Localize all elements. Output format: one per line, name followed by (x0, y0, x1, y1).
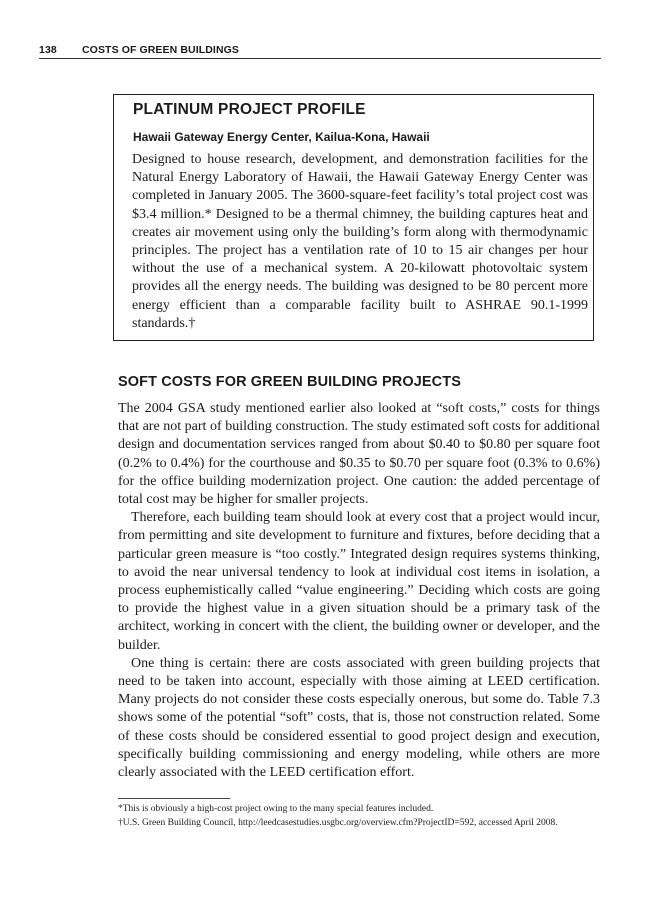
profile-box-subtitle: Hawaii Gateway Energy Center, Kailua-Kona, Hawaii (133, 130, 430, 144)
footnote-rule (118, 798, 230, 799)
paragraph: One thing is certain: there are costs associated with green building projects that need to be taken into account, especially with those aiming at LEED certification. Many projects do not consider these costs especially onerous, but some do. Table 7.3 shows some of the potential “soft” costs, that is, those not construction related. Some of these costs should be considered essential to good project design and execution, specifically building commissioning and energy modeling, while others are more clearly associated with the LEED certification effort. (118, 655, 600, 781)
paragraph: Therefore, each building team should look at every cost that a project would incur, from permitting and site development to furniture and fixtures, before deciding that a particular green measure is “too costly.” Integrated design requires systems thinking, to avoid the near universal tendency to look at individual cost items in isolation, a process euphemistically called “value engineering.” Deciding which costs are going to provide the highest value in a given situation should be a primary task of the architect, working in concert with the client, the building owner or developer, and the builder. (118, 510, 600, 653)
page-number: 138 (39, 44, 57, 56)
running-head (39, 44, 601, 58)
footnotes (118, 803, 618, 830)
paragraph: The 2004 GSA study mentioned earlier also looked at “soft costs,” costs for things that are not part of building construction. The study estimated soft costs for additional design and documentation services ranged from about $0.40 to $0.80 per square foot (0.2% to 0.4%) for the courthouse and $0.35 to $0.70 per square foot (0.3% to 0.6%) for the office building modernization project. One caution: the added percentage of total cost may be higher for smaller projects. (118, 401, 600, 508)
profile-box-body: Designed to house research, development, and demonstration facilities for the Natural Energy Laboratory of Hawaii, the Hawaii Gateway Energy Center was completed in January 2005. The 3600-square-feet facility’s total project cost was $3.4 million.* Designed to be a thermal chimney, the building captures heat and creates air movement using only the building’s form along with thermodynamic principles. The project has a ventilation rate of 10 to 15 air changes per hour without the use of a mechanical system. A 20-kilowatt photovoltaic system provides all the energy needs. The building was designed to be 80 percent more energy efficient than a comparable facility built to ASHRAE 90.1-1999 standards.† (132, 152, 588, 331)
project-profile-box (113, 94, 594, 341)
footnote: *This is obviously a high-cost project owing to the many special features included. (118, 804, 434, 814)
header-rule (39, 58, 601, 59)
body-text (118, 400, 600, 782)
section-heading: SOFT COSTS FOR GREEN BUILDING PROJECTS (118, 374, 461, 390)
running-title: COSTS OF GREEN BUILDINGS (82, 44, 239, 56)
footnote: †U.S. Green Building Council, http://leedcasestudies.usgbc.org/overview.cfm?ProjectID=592, accessed April 2008. (118, 817, 558, 828)
profile-box-title: PLATINUM PROJECT PROFILE (133, 101, 366, 118)
